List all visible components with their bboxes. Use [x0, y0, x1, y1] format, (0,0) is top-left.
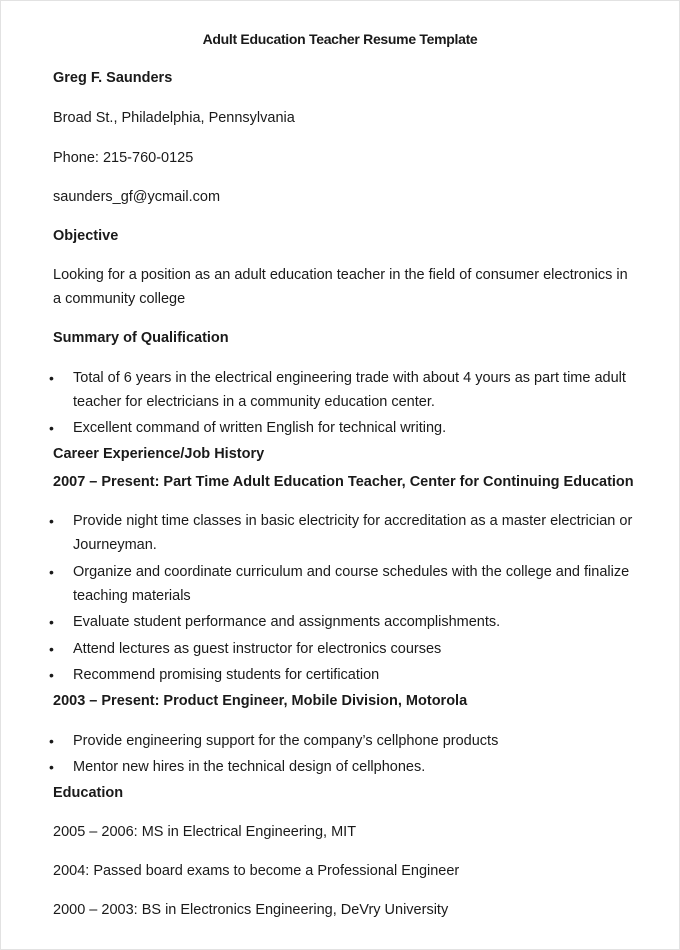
job-duty: • Organize and coordinate curriculum and course schedules with the college and finalize teaching materials — [53, 560, 633, 608]
summary-heading: Summary of Qualification — [53, 330, 229, 346]
phone: Phone: 215-760-0125 — [53, 150, 194, 166]
job-duty: • Evaluate student performance and assignments accomplishments. — [53, 610, 633, 634]
summary-item: • Total of 6 years in the electrical engineering trade with about 4 yours as part time adult teacher for electricians in a community education center. — [53, 366, 633, 414]
document-title: Adult Education Teacher Resume Template — [202, 31, 478, 47]
resume-name: Greg F. Saunders — [53, 70, 173, 86]
job-duty: • Attend lectures as guest instructor for electronics courses — [53, 637, 633, 661]
objective-heading: Objective — [53, 228, 119, 244]
summary-item: • Excellent command of written English for technical writing. — [53, 416, 633, 440]
job-duty: • Provide engineering support for the company’s cellphone products — [53, 729, 633, 753]
job-title: 2003 – Present: Product Engineer, Mobile Division, Motorola — [53, 693, 468, 709]
job-duty: • Recommend promising students for certification — [53, 663, 633, 687]
job-duty: • Mentor new hires in the technical design of cellphones. — [53, 755, 633, 779]
job-title: 2007 – Present: Part Time Adult Education Teacher, Center for Continuing Education — [53, 474, 634, 490]
job-duties-list — [53, 729, 633, 779]
job-duty: • Provide night time classes in basic electricity for accreditation as a master electrician or Journeyman. — [53, 509, 633, 557]
objective-text: Looking for a position as an adult education teacher in the field of consumer electronics in a community college — [53, 267, 628, 307]
summary-list — [53, 366, 633, 440]
address: Broad St., Philadelphia, Pennsylvania — [53, 110, 295, 126]
education-heading: Education — [53, 785, 124, 801]
career-heading: Career Experience/Job History — [53, 446, 265, 462]
education-item: 2000 – 2003: BS in Electronics Engineering, DeVry University — [53, 902, 449, 918]
email: saunders_gf@ycmail.com — [53, 189, 221, 205]
education-item: 2004: Passed board exams to become a Professional Engineer — [53, 863, 460, 879]
education-item: 2005 – 2006: MS in Electrical Engineering, MIT — [53, 824, 357, 840]
job-duties-list — [53, 509, 633, 687]
